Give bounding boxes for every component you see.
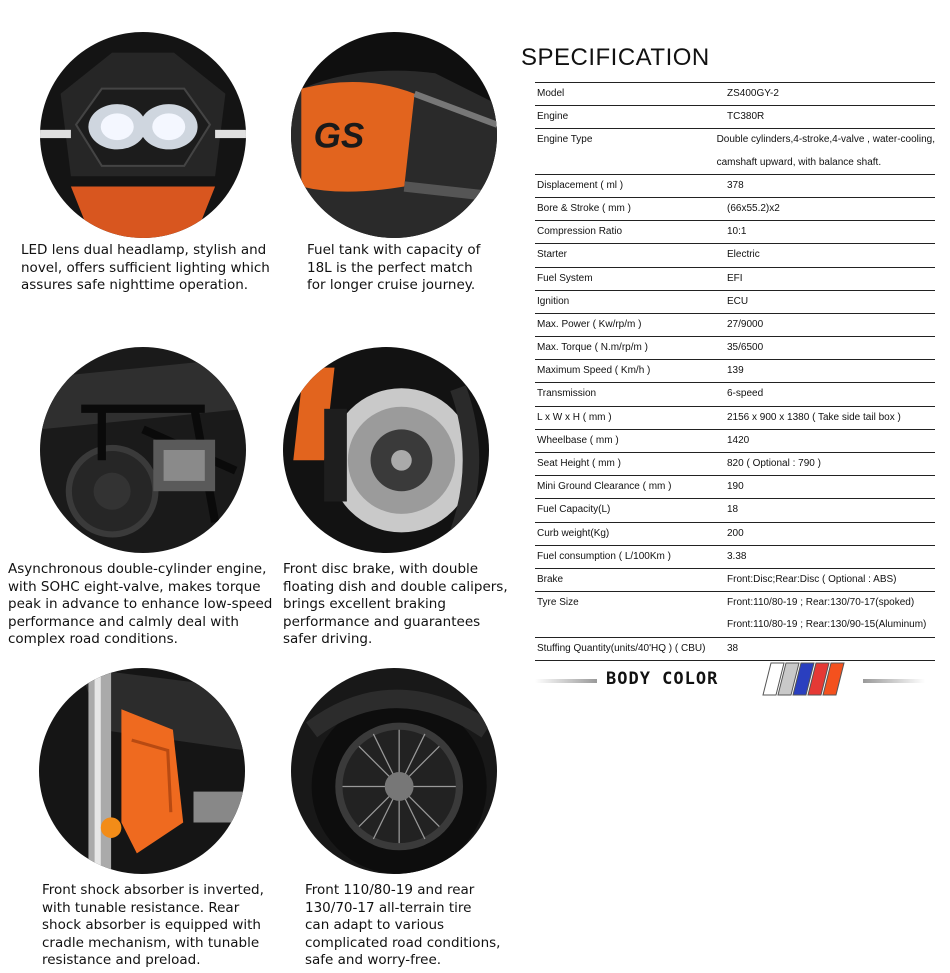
spec-label: Engine Type: [537, 134, 593, 146]
spec-value-cell: [727, 476, 935, 498]
spec-value: 200: [727, 527, 744, 539]
spec-value-cell: [727, 638, 935, 660]
tire-photo: [291, 668, 497, 874]
spec-value: 38: [727, 642, 739, 654]
spec-label: Fuel Capacity(L): [537, 504, 611, 516]
spec-table: [535, 82, 935, 661]
spec-value: EFI: [727, 272, 743, 284]
spec-row: [535, 244, 935, 267]
spec-value: 35/6500: [727, 342, 764, 354]
spec-value: 190: [727, 481, 744, 493]
spec-value: (66x55.2)x2: [727, 202, 780, 214]
spec-label: Transmission: [537, 388, 597, 400]
spec-value-cell: [727, 592, 935, 636]
spec-row: [535, 198, 935, 221]
spec-row: [535, 82, 935, 106]
engine-caption: Asynchronous double-cylinder engine, with SOHC eight-valve, makes torque peak in advance to enhance low-speed performance and calmly deal with complex road conditions.: [8, 561, 273, 647]
spec-label: Curb weight(Kg): [537, 527, 610, 539]
spec-row: [535, 106, 935, 129]
spec-value-cell: [727, 175, 935, 197]
spec-value: 378: [727, 179, 744, 191]
spec-label: Fuel System: [537, 272, 593, 284]
spec-label: Maximum Speed ( Km/h ): [537, 365, 651, 377]
spec-value: 10:1: [727, 226, 747, 238]
spec-label: Stuffing Quantity(units/40'HQ ) ( CBU): [537, 642, 706, 654]
spec-row: [535, 221, 935, 244]
spec-row: [535, 360, 935, 383]
spec-value-cell: [727, 268, 935, 290]
spec-row: [535, 175, 935, 198]
spec-value: TC380R: [727, 111, 765, 123]
spec-label: Displacement ( ml ): [537, 179, 624, 191]
spec-label: Starter: [537, 249, 568, 261]
spec-value-cell: [727, 546, 935, 568]
disc-brake-photo: [283, 347, 489, 553]
fuel-tank-caption: Fuel tank with capacity of 18L is the perfect match for longer cruise journey.: [307, 242, 481, 293]
spec-value-cell: [727, 198, 935, 220]
body-color-label: BODY COLOR: [606, 669, 719, 689]
fuel-tank-photo: [291, 32, 497, 238]
spec-label: Ignition: [537, 295, 570, 307]
spec-value-cell: [727, 360, 935, 382]
body-color-graphic: [535, 660, 925, 700]
spec-row: [535, 268, 935, 291]
spec-value: 18: [727, 504, 739, 516]
spec-value: Front:110/80-19 ; Rear:130/70-17(spoked): [727, 597, 915, 609]
spec-value: camshaft upward, with balance shaft.: [716, 156, 882, 168]
spec-value-cell: [727, 221, 935, 243]
spec-row: [535, 314, 935, 337]
spec-label: Engine: [537, 111, 569, 123]
spec-label: Model: [537, 88, 565, 99]
tire-caption: Front 110/80-19 and rear 130/70-17 all-terrain tire can adapt to various complicated road conditions, safe and worry-free.: [305, 882, 501, 968]
spec-value: Electric: [727, 249, 760, 261]
spec-value-cell: [727, 314, 935, 336]
spec-label: Bore & Stroke ( mm ): [537, 202, 631, 214]
spec-row: [535, 407, 935, 430]
spec-value: 6-speed: [727, 388, 764, 400]
spec-value: 820 ( Optional : 790 ): [727, 458, 821, 469]
spec-row: [535, 592, 935, 637]
spec-label: Seat Height ( mm ): [537, 458, 621, 469]
spec-row: [535, 430, 935, 453]
spec-row: [535, 129, 935, 174]
right-bar: [863, 679, 925, 683]
svg-text:GS: GS: [313, 116, 365, 156]
spec-value: Front:110/80-19 ; Rear:130/90-15(Aluminum): [727, 619, 927, 631]
engine-photo: [40, 347, 246, 553]
headlamp-photo: [40, 32, 246, 238]
spec-label: Brake: [537, 573, 564, 585]
body-color-section: [535, 660, 925, 700]
spec-row: [535, 476, 935, 499]
spec-value-cell: [727, 244, 935, 266]
spec-value: Front:Disc;Rear:Disc ( Optional : ABS): [727, 573, 897, 585]
spec-value-cell: [727, 383, 935, 405]
spec-value-cell: [727, 430, 935, 452]
spec-label: Fuel consumption ( L/100Km ): [537, 550, 671, 562]
spec-label: Max. Power ( Kw/rp/m ): [537, 318, 642, 330]
spec-value: ECU: [727, 295, 749, 307]
spec-label: L x W x H ( mm ): [537, 411, 612, 423]
spec-row: [535, 383, 935, 406]
spec-value-cell: [727, 337, 935, 359]
spec-value: 1420: [727, 434, 750, 446]
spec-value-cell: [727, 523, 935, 545]
spec-value-cell: [727, 569, 935, 591]
spec-value: 27/9000: [727, 318, 764, 330]
spec-row: [535, 453, 935, 476]
spec-value: Double cylinders,4-stroke,4-valve , water-cooling,: [716, 134, 935, 146]
spec-value: 3.38: [727, 550, 747, 562]
spec-row: [535, 499, 935, 522]
spec-row: [535, 546, 935, 569]
spec-label: Max. Torque ( N.m/rp/m ): [537, 342, 648, 354]
left-bar: [535, 679, 597, 683]
spec-label: Wheelbase ( mm ): [537, 434, 619, 446]
spec-value-cell: [727, 83, 935, 105]
spec-title: SPECIFICATION: [521, 44, 710, 71]
spec-row: [535, 337, 935, 360]
spec-value-cell: [727, 106, 935, 128]
spec-value: ZS400GY-2: [727, 88, 779, 99]
spec-label: Mini Ground Clearance ( mm ): [537, 481, 672, 493]
headlamp-caption: LED lens dual headlamp, stylish and novel, offers sufficient lighting which assures safe nighttime operation.: [21, 242, 270, 293]
spec-value-cell: [717, 129, 935, 173]
spec-value: 2156 x 900 x 1380 ( Take side tail box ): [727, 411, 901, 423]
spec-value-cell: [727, 453, 935, 475]
spec-row: [535, 638, 935, 661]
spec-value-cell: [727, 407, 935, 429]
disc-brake-caption: Front disc brake, with double floating dish and double calipers, brings excellent braking performance and guarantees safer driving.: [283, 561, 508, 647]
spec-row: [535, 523, 935, 546]
spec-row: [535, 291, 935, 314]
spec-value-cell: [727, 291, 935, 313]
spec-value: 139: [727, 365, 744, 377]
spec-label: Compression Ratio: [537, 226, 623, 238]
front-shock-photo: [39, 668, 245, 874]
front-shock-caption: Front shock absorber is inverted, with tunable resistance. Rear shock absorber is equipped with cradle mechanism, with tunable resistance and preload.: [42, 882, 264, 968]
spec-value-cell: [727, 499, 935, 521]
spec-label: Tyre Size: [537, 597, 579, 609]
spec-row: [535, 569, 935, 592]
